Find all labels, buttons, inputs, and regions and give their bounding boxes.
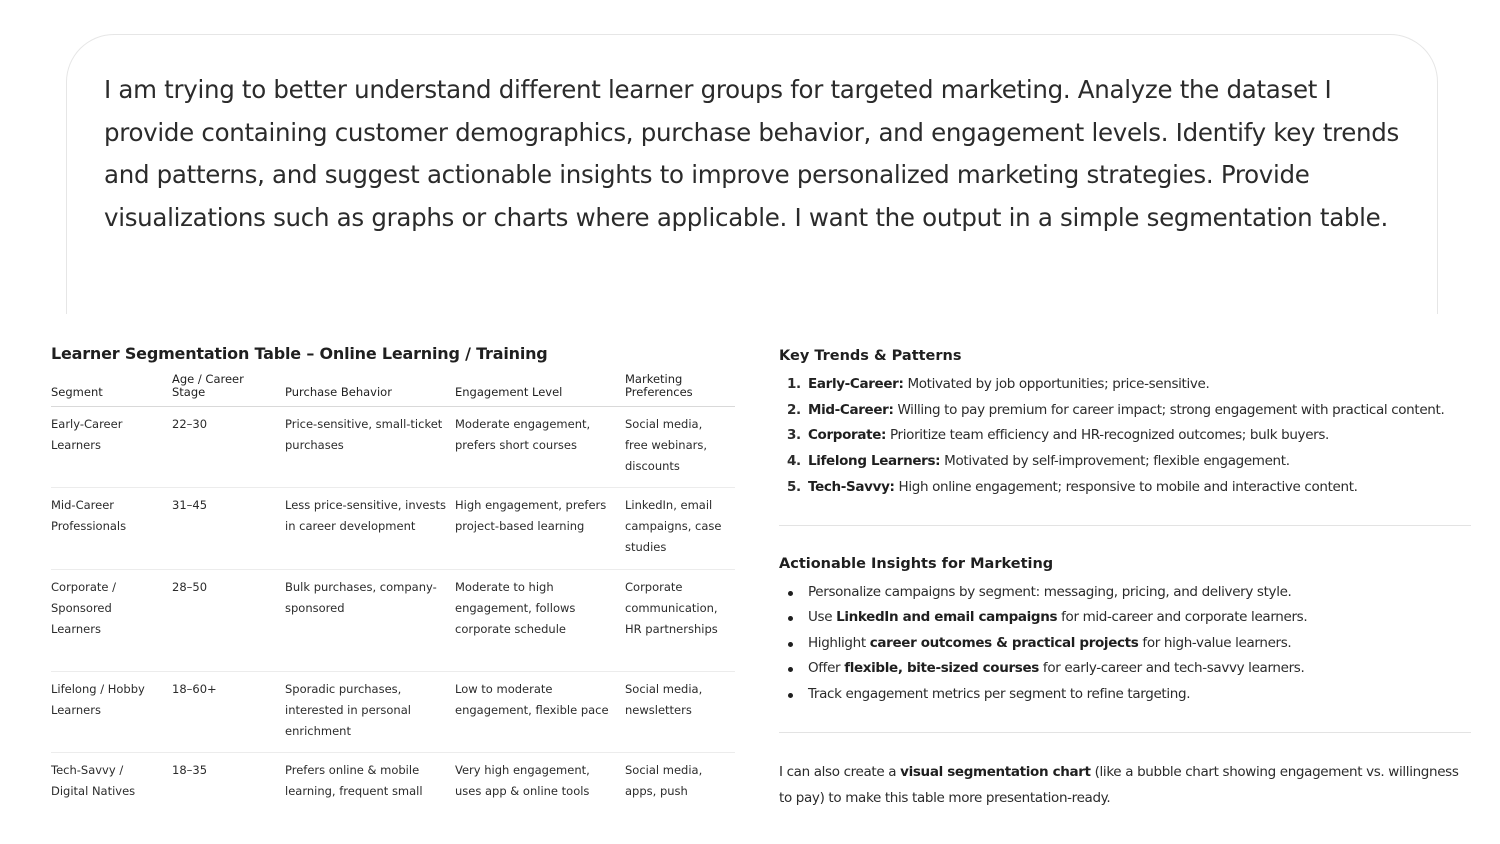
table-cell: Early-Career Learners bbox=[51, 407, 172, 488]
bullet-icon bbox=[788, 591, 793, 596]
table-title: Learner Segmentation Table – Online Learning / Training bbox=[51, 344, 548, 363]
trend-text: Motivated by self-improvement; flexible engagement. bbox=[940, 453, 1290, 470]
table-cell: Tech-Savvy / Digital Natives bbox=[51, 763, 136, 798]
list-item bbox=[779, 449, 1471, 475]
table-cell: Prefers online & mobile learning, frequent small bbox=[285, 763, 423, 798]
list-item bbox=[779, 475, 1471, 501]
table-cell: Very high engagement, uses app & online tools bbox=[455, 763, 590, 798]
analysis-section bbox=[779, 348, 1471, 811]
table-cell: 18–35 bbox=[172, 763, 208, 777]
table-row bbox=[51, 407, 735, 488]
col-header-purchase: Purchase Behavior bbox=[285, 373, 455, 407]
table-row bbox=[51, 570, 735, 672]
list-item bbox=[779, 580, 1471, 606]
col-header-age: Age / Career Stage bbox=[172, 373, 285, 407]
section-divider bbox=[779, 525, 1471, 526]
table-cell: Mid-Career Professionals bbox=[51, 488, 172, 570]
insights-list bbox=[779, 580, 1471, 708]
table-cell: Moderate engagement, prefers short courses bbox=[455, 407, 625, 488]
segmentation-table bbox=[51, 373, 735, 810]
insight-bold: LinkedIn and email campaigns bbox=[836, 609, 1058, 626]
list-item bbox=[779, 605, 1471, 631]
list-number: 2. bbox=[787, 401, 801, 418]
insight-text: Personalize campaigns by segment: messaging, pricing, and delivery style. bbox=[808, 583, 1292, 600]
insight-text: for high-value learners. bbox=[1138, 634, 1292, 651]
table-cell: Social media, newsletters bbox=[625, 672, 735, 753]
closing-bold: visual segmentation chart bbox=[900, 764, 1091, 781]
trend-text: High online engagement; responsive to mobile and interactive content. bbox=[894, 478, 1358, 495]
table-cell: Corporate communication, HR partnerships bbox=[625, 570, 735, 672]
table-cell: LinkedIn, email campaigns, case studies bbox=[625, 488, 735, 570]
insights-title: Actionable Insights for Marketing bbox=[779, 555, 1054, 572]
table-cell: Less price-sensitive, invests in career development bbox=[285, 488, 455, 570]
trend-label: Mid-Career: bbox=[808, 401, 894, 418]
trend-text: Prioritize team efficiency and HR-recognized outcomes; bulk buyers. bbox=[886, 427, 1329, 444]
list-item bbox=[779, 656, 1471, 682]
list-item bbox=[779, 398, 1471, 424]
bullet-icon bbox=[788, 667, 793, 672]
insight-text: Use bbox=[808, 609, 837, 626]
table-cell: High engagement, prefers project-based learning bbox=[455, 488, 625, 570]
table-cell: Bulk purchases, company-sponsored bbox=[285, 570, 455, 672]
insight-bold: career outcomes & practical projects bbox=[869, 634, 1139, 651]
trends-list bbox=[779, 372, 1471, 501]
table-cell: Sporadic purchases, interested in personal enrichment bbox=[285, 672, 455, 753]
list-item bbox=[779, 372, 1471, 398]
user-prompt-text: I am trying to better understand different learner groups for targeted marketing. Analyze the dataset I provide containing customer demographics, purchase behavior, and engagement levels. Identify key trends and patterns, and suggest actionable insights to improve personalized marketing strategies. Provide visualizations such as graphs or charts where applicable. I want the output in a simple segmentation table. bbox=[104, 75, 1399, 232]
table-cell: Corporate / Sponsored Learners bbox=[51, 570, 172, 672]
trend-label: Lifelong Learners: bbox=[808, 453, 941, 470]
insight-text: Highlight bbox=[808, 634, 870, 651]
closing-text: (like a bubble chart showing engagement vs. willingness to pay) to make this table more presentation-ready. bbox=[779, 764, 1459, 807]
list-number: 5. bbox=[787, 478, 801, 495]
trend-text: Willing to pay premium for career impact; strong engagement with practical content. bbox=[893, 401, 1445, 418]
bullet-icon bbox=[788, 642, 793, 647]
table-cell: Low to moderate engagement, flexible pace bbox=[455, 672, 625, 753]
table-cell: Social media, apps, push bbox=[625, 763, 703, 798]
trend-label: Tech-Savvy: bbox=[808, 478, 895, 495]
table-row bbox=[51, 672, 735, 753]
list-number: 1. bbox=[787, 376, 801, 392]
table-cell: 28–50 bbox=[172, 570, 285, 672]
table-row bbox=[51, 488, 735, 570]
trend-label: Corporate: bbox=[808, 427, 887, 444]
insight-text: Track engagement metrics per segment to refine targeting. bbox=[808, 685, 1191, 702]
table-cell: Social media, free webinars, discounts bbox=[625, 407, 735, 488]
bullet-icon bbox=[788, 693, 793, 698]
col-header-engagement: Engagement Level bbox=[455, 373, 625, 407]
section-divider bbox=[779, 732, 1471, 733]
col-header-marketing: Marketing Preferences bbox=[625, 373, 735, 407]
table-cell: Lifelong / Hobby Learners bbox=[51, 672, 172, 753]
col-header-segment: Segment bbox=[51, 373, 172, 407]
segmentation-table-section bbox=[51, 344, 735, 810]
table-cell: 31–45 bbox=[172, 488, 285, 570]
bullet-icon bbox=[788, 616, 793, 621]
table-row bbox=[51, 753, 735, 811]
closing-paragraph bbox=[779, 759, 1471, 811]
table-cell: 22–30 bbox=[172, 407, 285, 488]
trend-label: Early-Career: bbox=[808, 376, 904, 392]
list-number: 3. bbox=[787, 427, 801, 444]
trend-text: Motivated by job opportunities; price-sensitive. bbox=[903, 376, 1210, 392]
table-cell: Moderate to high engagement, follows corporate schedule bbox=[455, 570, 625, 672]
table-cell: 18–60+ bbox=[172, 672, 285, 753]
insight-bold: flexible, bite-sized courses bbox=[844, 660, 1039, 677]
user-prompt-bubble bbox=[66, 34, 1438, 314]
list-item bbox=[779, 631, 1471, 657]
insight-text: for mid-career and corporate learners. bbox=[1057, 609, 1308, 626]
closing-text: I can also create a bbox=[779, 764, 901, 781]
trends-title: Key Trends & Patterns bbox=[779, 348, 962, 364]
list-number: 4. bbox=[787, 453, 801, 470]
list-item bbox=[779, 682, 1471, 708]
insight-text: for early-career and tech-savvy learners. bbox=[1038, 660, 1305, 677]
list-item bbox=[779, 423, 1471, 449]
insight-text: Offer bbox=[808, 660, 845, 677]
table-header-row bbox=[51, 373, 735, 407]
table-cell: Price-sensitive, small-ticket purchases bbox=[285, 407, 455, 488]
